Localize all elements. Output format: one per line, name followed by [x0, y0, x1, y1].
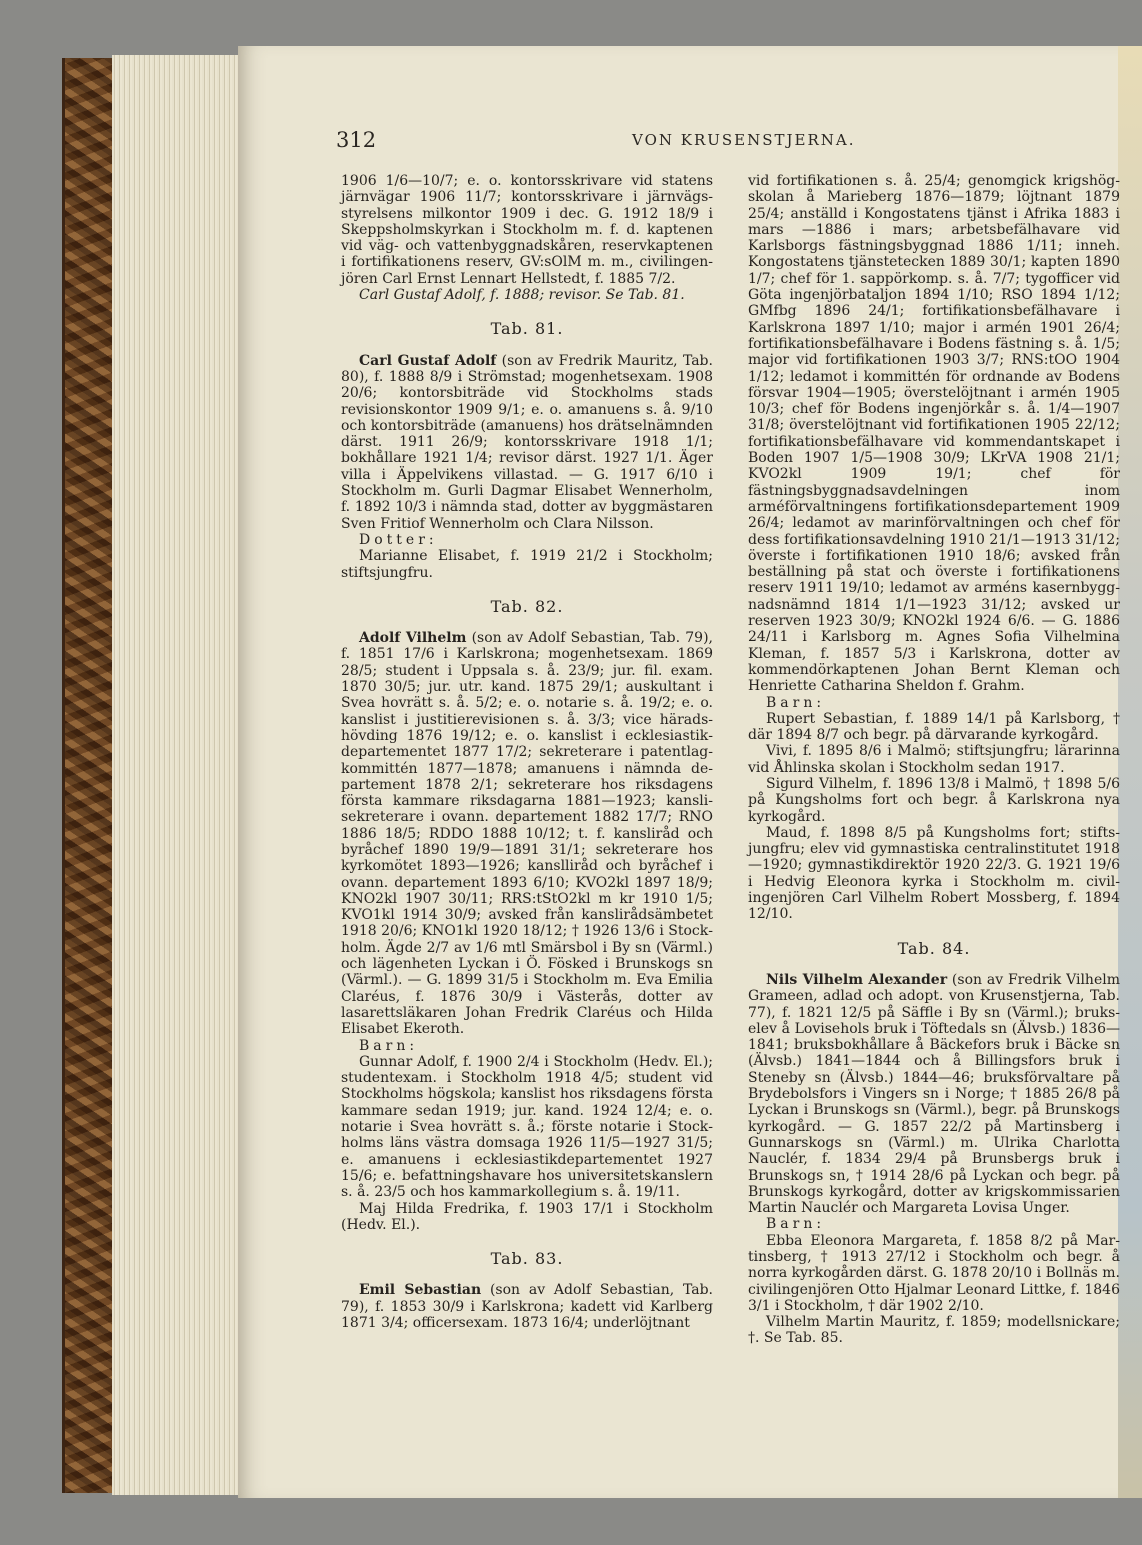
tab-84-name: Nils Vilhelm Alexander [766, 971, 948, 988]
paragraph-intro: 1906 1/6—10/7; e. o. kontorsskrivare vid statens järnvägar 1906 11/7; kontorsskrivare i järnvägsstyrelsens milkontor 1909 i dec. G. 1912 18/9 i Skeppsholmskyrkan i Stockholm m. f. d. kaptenen vid väg- och vattenbyggnadskåren, reservkaptenen i fortifikationens reserv, GV:sOlM m. m., civilingenjören Carl Ernst Lennart Hellstedt, f. 1885 7/2. [341, 173, 713, 287]
tab-84-barn-2: Vilhelm Martin Mauritz, f. 1859; modellsnickare; †. Se Tab. 85. [748, 1314, 1120, 1347]
paragraph-intro-ref: Carl Gustaf Adolf, f. 1888; revisor. Se Tab. 81. [359, 287, 685, 304]
tab-84-barn-1: Ebba Eleonora Margareta, f. 1858 8/2 på Martinsberg, † 1913 27/12 i Stockholm och begr. å norra kyrkogården därst. G. 1878 20/10 i Bollnäs m. civilingenjören Otto Hjalmar Leonard Littke, f. 1846 3/1 i Stockholm, † där 1902 2/10. [748, 1232, 1120, 1314]
tab-84-heading: Tab. 84. [897, 938, 971, 958]
running-head: VON KRUSENSTJERNA. [632, 131, 856, 149]
tab-83-continuation: vid fortifikationen s. å. 25/4; genomgick krigshögskolan å Marieberg 1876—1879; löjtnant 1879 25/4; anställd i Kongostatens tjänst i Afrika 1883 i mars —1886 i mars; arbetsbefälhavare vid Karlsborgs fästningsbyggnad 1886 1/11; inneh. Kongostatens tjänstetecken 1889 30/1; kapten 1890 1/7; chef för 1. sappörkomp. s. å. 7/7; tygofficer vid Göta ingenjörbataljon 1894 1/10; RSO 1894 1/12; GMfbg 1896 24/1; fortifikationsbefälhavare i Karlskrona 1897 1/10; major i armén 1901 26/4; fortifikationsbefälhavare i Bodens fästning s. å. 1/5; major vid fortifikationen 1903 3/7; RNS:tOO 1904 1/12; ledamot i kommittén för ordnande av Bodens försvar 1904—1905; överstelöjtnant i armén 1905 10/3; chef för Bodens ingenjörkår s. å. 1/4—1907 31/8; överstelöjtnant vid fortifikationen 1905 22/12; fortifikationsbefälhavare vid kommendantskapet i Boden 1907 1/5—1908 30/9; LKrVA 1908 21/1; KVO2kl 1909 19/1; chef för fästningsbyggnadsavdelningen inom arméförvaltningens fortifikationsdepartement 1909 26/4; ledamot av marinförvaltningen och chef för dess fortifikationsavdelning 1910 21/1—1913 31/12; överste i fortifikationen 1910 18/6; avsked från beställning på stat och överste i fortifikationens reserv 1911 19/10; ledamot av arméns kasernbyggnadsnämnd 1814 1/1—1923 31/12; avsked ur reserven 1923 30/9; KNO2kl 1924 6/6. — G. 1886 24/11 i Karlsborg m. Agnes Sofia Vilhelmina Kleman, f. 1857 5/3 i Karlskrona, dotter av kommendörkaptenen Johan Bernt Kleman och Henriette Catharina Sheldon f. Grahm. [748, 173, 1120, 695]
right-column [748, 173, 1120, 1347]
tab-83-barn-3: Sigurd Vilhelm, f. 1896 13/8 i Malmö, † 1898 5/6 på Kungsholms fort och begr. å Karlskrona nya kyrkogård. [748, 775, 1120, 825]
marbled-book-cover [62, 58, 115, 1493]
tab-81-text: (son av Fredrik Mauritz, Tab. 80), f. 1888 8/9 i Strömstad; mogenhetsexam. 1908 20/6; kontorsbiträde vid Stockholms stads revisionskontor 1909 9/1; e. o. amanuens s. å. 9/10 och kontorsbiträde (amanuens) hos drätselnämnden därst. 1911 26/9; kontorsskrivare 1918 1/1; bokhållare 1921 1/4; revisor därst. 1927 1/1. Äger villa i Äppelvikens villastad. — G. 1917 6/10 i Stockholm m. Gurli Dagmar Elisabet Wennerholm, f. 1892 10/3 i nämnda stad, dotter av byggmästaren Sven Fritiof Wennerholm och Clara Nilsson. [341, 352, 713, 532]
tab-82-barn-label: Barn: [359, 1037, 419, 1054]
tab-81-entry [341, 353, 713, 532]
tab-82-name: Adolf Vilhelm [359, 630, 467, 647]
tab-81-dotter: Marianne Elisabet, f. 1919 21/2 i Stockholm; stiftsjungfru. [341, 548, 713, 581]
tab-84-text: (son av Fredrik Vilhelm Grameen, adlad och adopt. von Krusenstjerna, Tab. 77), f. 1821 12/5 på Säffle i By sn (Värml.); brukselev å Lovisehols bruk i Töftedals sn (Älvsb.) 1836—1841; bruksbokhållare å Bäckefors bruk i Bäcke sn (Älvsb.) 1841—1844 och å Billingsfors bruk i Steneby sn (Älvsb.) 1844—46; bruksförvaltare på Brydebolsfors i Vingers sn i Norge; † 1885 26/8 på Lyckan i Brunskogs sn (Värml.), begr. på Brunskogs kyrkogård. — G. 1857 22/2 på Martinsberg i Gunnarskogs sn (Värml.) m. Ulrika Charlotta Nauclér, f. 1834 29/4 på Brunsbergs bruk i Brunskogs sn, † 1914 28/6 på Lyckan och begr. på Brunskogs kyrkogård, dotter av krigskommissarien Martin Nauclér och Margareta Lovisa Unger. [748, 971, 1120, 1217]
tab-83-name: Emil Sebastian [359, 1282, 482, 1299]
tab-82-barn-2: Maj Hilda Fredrika, f. 1903 17/1 i Stockholm (Hedv. El.). [341, 1200, 713, 1233]
page-number: 312 [336, 128, 377, 152]
tab-82-heading: Tab. 82. [490, 596, 564, 616]
tab-82-barn-1: Gunnar Adolf, f. 1900 2/4 i Stockholm (Hedv. El.); studentexam. i Stockholm 1918 4/5; student vid Stockholms högskola; kanslist hos riksdagens första kammare sedan 1919; jur. kand. 1924 12/4; e. o. notarie i Svea hovrätt s. å.; förste notarie i Stockholms läns västra domsaga 1926 11/5—1927 31/5; e. amanuens i ecklesiastikdepartementet 1927 15/6; e. befattningshavare hos universitetskanslern s. å. 23/5 och hos kammarkollegium s. å. 19/11. [341, 1053, 713, 1201]
tab-82-entry [341, 630, 713, 1037]
tab-83-barn-label: Barn: [766, 694, 826, 711]
right-edge-strip [1118, 46, 1142, 1498]
tab-82-text: (son av Adolf Sebastian, Tab. 79), f. 1851 17/6 i Karlskrona; mogenhetsexam. 1869 28/5; student i Uppsala s. å. 23/9; jur. fil. exam. 1870 30/5; jur. utr. kand. 1875 29/1; auskultant i Svea hovrätt s. å. 5/2; e. o. notarie s. å. 19/2; e. o. kanslist i justitierevisionen s. å. 3/3; vice häradshövding 1876 19/12; e. o. kanslist i ecklesiastikdepartementet 1877 17/2; sekreterare i patentlagkommittén 1877—1878; amanuens i nämnda departement 1878 2/1; sekreterare hos riksdagens första kammare riksdagarna 1881—1923; kanslisekreterare i ovann. departement 1882 17/7; RNO 1886 18/5; RDDO 1888 10/12; t. f. kansliråd och byråchef 1890 19/9—1891 31/1; sekreterare hos kyrkomötet 1893—1926; kanslliråd och byråchef i ovann. departement 1893 6/10; KVO2kl 1897 18/9; KNO2kl 1907 30/11; RRS:tStO2kl m kr 1910 1/5; KVO1kl 1914 30/9; avsked från kanslirådsämbetet 1918 20/6; KNO1kl 1920 18/12; † 1926 13/6 i Stockholm. Ägde 2/7 av 1/6 mtl Smärsbol i By sn (Värml.) och lägenheten Lyckan i Ö. Fösked i Brunskogs sn (Värml.). — G. 1899 31/5 i Stockholm m. Eva Emilia Claréus, f. 1876 30/9 i Västerås, dotter av lasarettsläkaren Johan Fredrik Claréus och Hilda Elisabet Ekeroth. [341, 630, 713, 1038]
page-edges [112, 55, 238, 1495]
tab-83-entry [341, 1282, 713, 1331]
tab-81-dotter-label: Dotter: [359, 531, 438, 548]
tab-83-barn-2: Vivi, f. 1895 8/6 i Malmö; stiftsjungfru; lärarinna vid Åhlinska skolan i Stockholm sedan 1917. [748, 743, 1120, 776]
tab-83-barn-4: Maud, f. 1898 8/5 på Kungsholms fort; stiftsjungfru; elev vid gymnastiska centralinstitutet 1918—1920; gymnastikdirektör 1920 22/3. G. 1921 19/6 i Hedvig Eleonora kyrka i Stockholm m. civilingenjören Carl Vilhelm Robert Mossberg, f. 1894 12/10. [748, 824, 1120, 923]
left-column [341, 173, 713, 1331]
tab-83-heading: Tab. 83. [490, 1249, 564, 1269]
tab-83-barn-1: Rupert Sebastian, f. 1889 14/1 på Karlsborg, † där 1894 8/7 och begr. på därvarande kyrkogård. [748, 710, 1120, 744]
tab-83-text: (son av Adolf Sebastian, Tab. 79), f. 1853 30/9 i Karlskrona; kadett vid Karlberg 1871 3/4; officersexam. 1873 16/4; underlöjtnant [341, 1282, 713, 1331]
tab-81-heading: Tab. 81. [490, 319, 564, 339]
tab-81-name: Carl Gustaf Adolf [359, 352, 497, 369]
tab-84-barn-label: Barn: [766, 1216, 826, 1233]
tab-84-entry [748, 972, 1120, 1216]
